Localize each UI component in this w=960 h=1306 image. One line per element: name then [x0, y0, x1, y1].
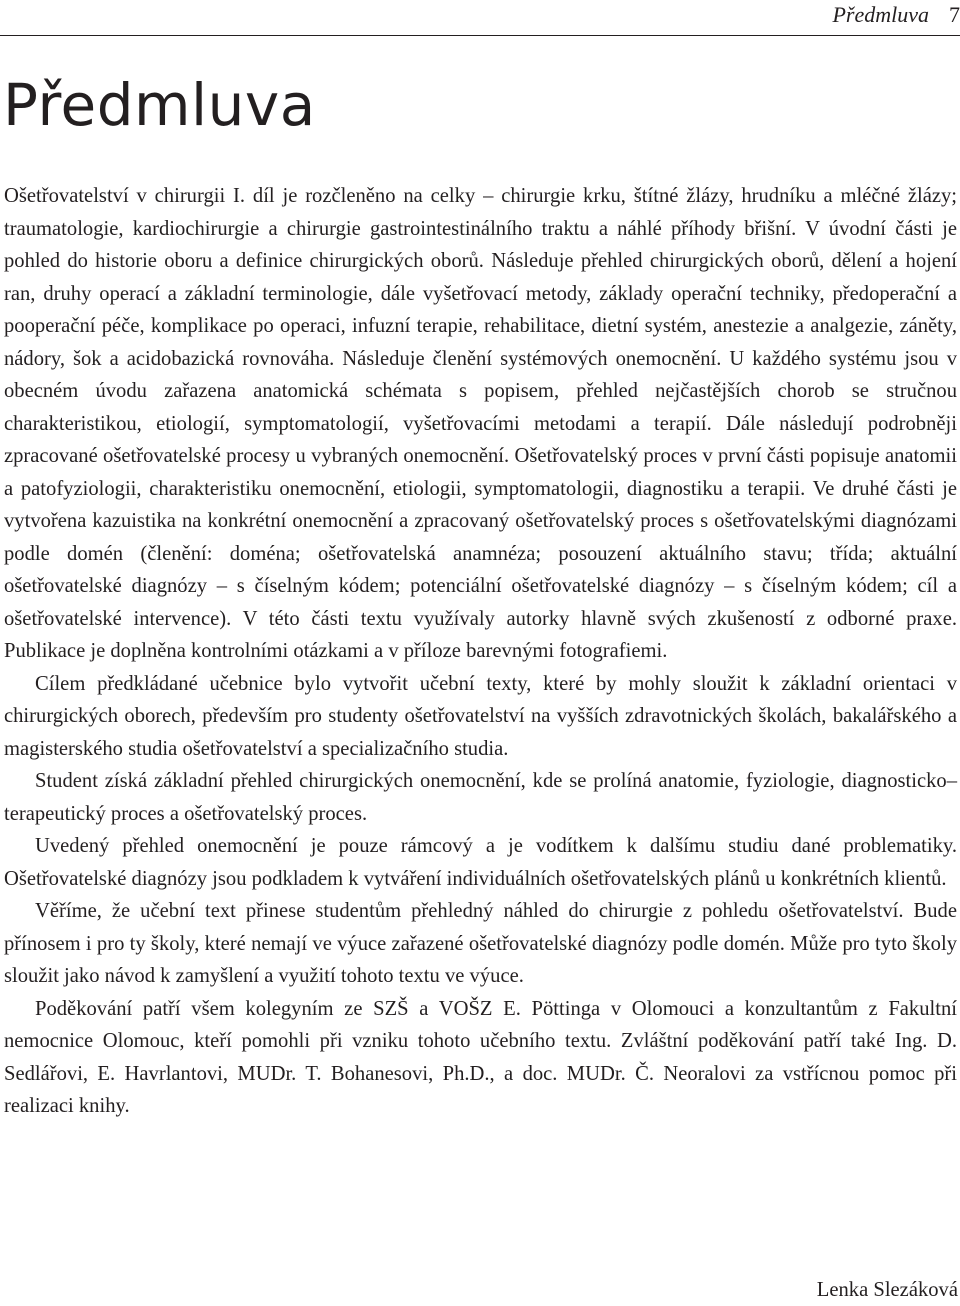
paragraph-belief: Věříme, že učební text přinese studentům přehledný náhled do chirurgie z pohledu ošetřovatelství. Bude přínosem i pro ty školy, které nemají ve výuce zařazené ošetřovatelské diagnózy podle domén. Může pro tyto školy sloužit jako návod k zamyšlení a využití tohoto textu ve výuce. — [4, 900, 957, 987]
paragraph-intro: Ošetřovatelství v chirurgii I. díl je rozčleněno na celky – chirurgie krku, štítné žlázy, hrudníku a mléčné žlázy; traumatologie, kardiochirurgie a chirurgie gastrointestinálního traktu a náhlé příhody břišní. V úvodní části je pohled do historie oboru a definice chirurgických oborů. Následuje přehled chirurgických oborů, dělení a hojení ran, druhy operací a základní terminologie, dále vyšetřovací metody, základy operační techniky, předoperační a pooperační péče, komplikace po operaci, infuzní terapie, rehabilitace, dietní systém, anestezie a analgezie, záněty, nádory, šok a acidobazická rovnováha. Následuje členění systémových onemocnění. U každého systému jsou v obecném úvodu zařazena anatomická schémata s popisem, přehled nejčastějších chorob se stručnou charakteristikou, etiologií, symptomatologií, vyšetřovacími metodami a terapií. Dále následují podrobněji zpracované ošetřovatelské procesy u vybraných onemocnění. Ošetřovatelský proces v první části popisuje anatomii a patofyziologii, charakteristiku onemocnění, etiologii, symptomatologii, diagnostiku a terapii. Ve druhé části je vytvořena kazuistika na konkrétní onemocnění a zpracovaný ošetřovatelský proces s ošetřovatelskými diagnózami podle domén (členění: doména; ošetřovatelská anamnéza; posouzení aktuálního stavu; třída; aktuální ošetřovatelské diagnózy – s číselným kódem; potenciální ošetřovatelské diagnózy – s číselným kódem; cíl a ošetřovatelské intervence). V této části textu využívaly autorky hlavně svých zkušeností z odborné praxe. Publikace je doplněna kontrolními otázkami a v příloze barevnými fotografiemi. — [4, 185, 957, 662]
paragraph-student: Student získá základní přehled chirurgických onemocnění, kde se prolíná anatomie, fyziologie, diagnosticko–terapeutický proces a ošetřovatelský proces. — [4, 770, 957, 825]
paragraph-thanks: Poděkování patří všem kolegyním ze SZŠ a VOŠZ E. Pöttinga v Olomouci a konzultantům z Fakultní nemocnice Olomouc, kteří pomohli při vzniku tohoto učebního textu. Zvláštní poděkování patří také Ing. D. Sedlářovi, E. Havrlantovi, MUDr. T. Bohanesovi, Ph.D., a doc. MUDr. Č. Neoralovi za vstřícnou pomoc při realizaci knihy. — [4, 997, 957, 1117]
author-signature: Lenka Slezáková — [816, 1279, 958, 1301]
running-title: Předmluva — [832, 2, 929, 27]
preface-body — [4, 180, 957, 1123]
header-rule — [0, 35, 960, 36]
paragraph-overview: Uvedený přehled onemocnění je pouze rámcový a je vodítkem k dalšímu studiu dané problematiky. Ošetřovatelské diagnózy jsou podkladem k vytváření individuálních ošetřovatelských plánů u konkrétních klientů. — [4, 835, 957, 890]
page-number: 7 — [949, 2, 960, 27]
chapter-title: Předmluva — [3, 71, 316, 139]
paragraph-aim: Cílem předkládané učebnice bylo vytvořit učební texty, které by mohly sloužit k základní orientaci v chirurgických oborech, především pro studenty ošetřovatelství na vyšších zdravotnických školách, bakalářského a magisterského studia ošetřovatelství a specializačního studia. — [4, 672, 957, 760]
running-head — [832, 2, 960, 28]
